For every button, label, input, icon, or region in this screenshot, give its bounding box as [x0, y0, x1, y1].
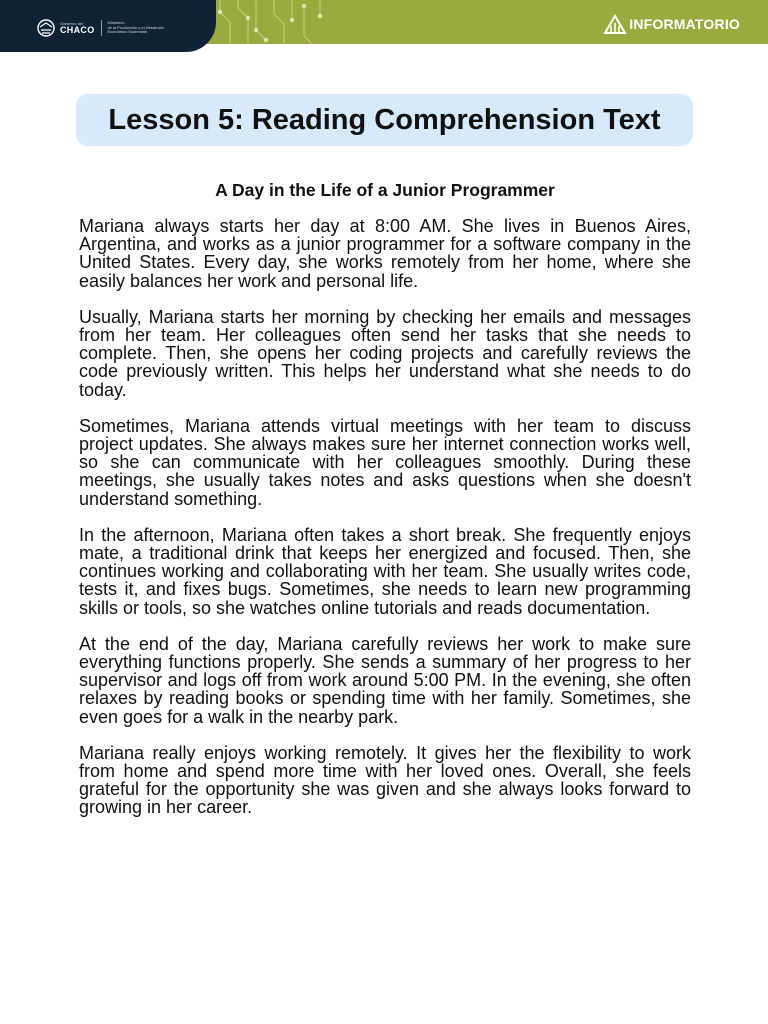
paragraph: Mariana always starts her day at 8:00 AM. She lives in Buenos Aires, Argentina, and works as a junior programmer for a software company in the United States. Every day, she works remotely from her home, where she easily balances her work and personal life.	[79, 216, 691, 291]
ministry-name	[108, 21, 164, 35]
brand-name: INFORMATORIO	[629, 16, 740, 32]
building-icon	[603, 14, 627, 34]
lesson-title: Lesson 5: Reading Comprehension Text	[108, 103, 661, 136]
paragraph: At the end of the day, Mariana carefully reviews her work to make sure everything functions properly. She sends a summary of her progress to her supervisor and logs off from work around 5:00 PM. In the evening, she often relaxes by reading books or spending time with her family. Sometimes, she even goes for a walk in the nearby park.	[79, 633, 691, 727]
paragraph: Sometimes, Mariana attends virtual meetings with her team to discuss project updates. She always makes sure her internet connection works well, so she can communicate with her colleagues smoothly. During these meetings, she usually takes notes and asks questions when she doesn't understand something.	[79, 415, 691, 509]
paragraph: Usually, Mariana starts her morning by checking her emails and messages from her team. Her colleagues often send her tasks that she needs to complete. Then, she opens her coding projects and carefully reviews the code previously written. This helps her understand what she needs to do today.	[79, 306, 691, 400]
ministry-line: de la Producción y el Desarrollo	[107, 24, 164, 30]
paragraph: Mariana really enjoys working remotely. It gives her the flexibility to work from home and spend more time with her loved ones. Overall, she feels grateful for the opportunity she was given and she always looks forward to growing in her career.	[79, 742, 691, 818]
chaco-emblem-icon	[36, 18, 56, 38]
informatorio-logo	[603, 14, 740, 34]
gov-name: CHACO	[60, 24, 95, 35]
circuit-decoration	[200, 0, 350, 44]
paragraph: In the afternoon, Mariana often takes a short break. She frequently enjoys mate, a traditional drink that keeps her energized and focused. Then, she continues working and collaborating with her team. She usually writes code, tests it, and fixes bugs. Sometimes, she needs to learn new programming skills or tools, so she watches online tutorials and reads documentation.	[79, 524, 691, 618]
article-title: A Day in the Life of a Junior Programmer	[215, 180, 555, 200]
ministry-line: Ministerio	[107, 19, 125, 25]
header-government-panel	[0, 0, 216, 52]
government-logo	[36, 18, 164, 38]
ministry-line: Económico Sostenible	[107, 29, 148, 35]
lesson-title-box	[76, 94, 693, 146]
article-body	[79, 217, 691, 835]
logo-divider	[101, 20, 102, 36]
gov-small-label: Gobierno del	[60, 20, 83, 26]
